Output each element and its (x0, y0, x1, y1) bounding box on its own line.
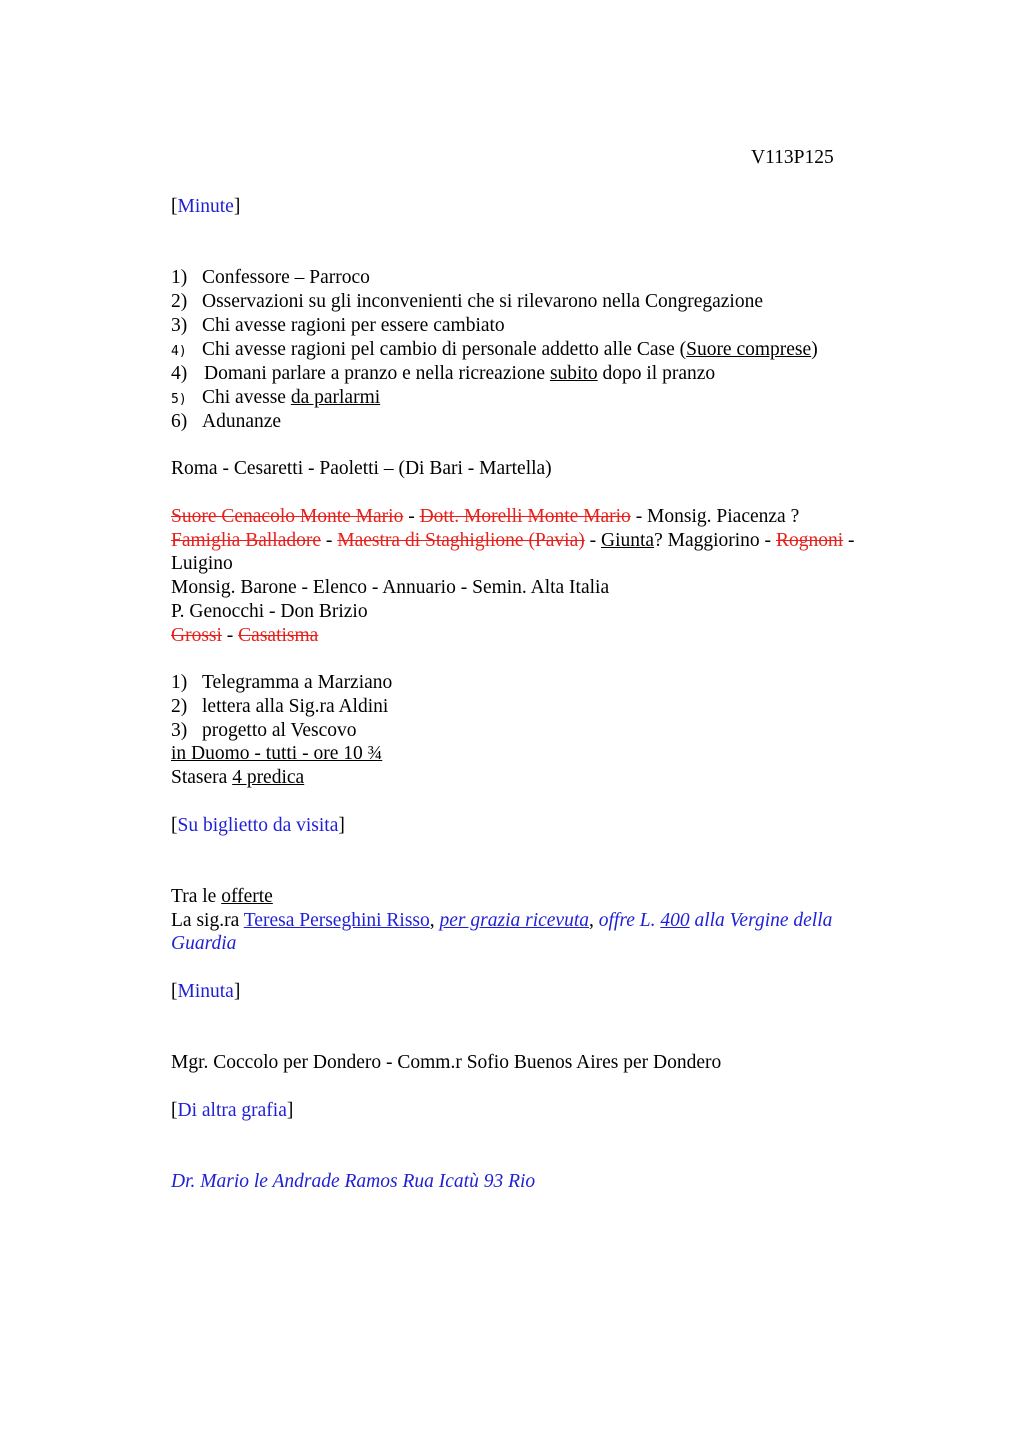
list-item: 4) Chi avesse ragioni pel cambio di personale addetto alle Case (Suore comprese) (171, 339, 818, 360)
names-line-3: Luigino (171, 553, 233, 574)
section-heading-minuta: [Minuta] (171, 981, 241, 1002)
offerte-line: La sig.ra Teresa Perseghini Risso, per grazia ricevuta, offre L. 400 alla Vergine della (171, 910, 833, 931)
roma-line: Roma - Cesaretti - Paoletti – (Di Bari - Martella) (171, 458, 552, 479)
offerte-heading: Tra le offerte (171, 886, 273, 907)
list-item: 3) Chi avesse ragioni per essere cambiato (171, 315, 505, 336)
list-item: 6) Adunanze (171, 411, 282, 432)
names-line-4: Monsig. Barone - Elenco - Annuario - Semin. Alta Italia (171, 577, 610, 598)
list-item: 2) lettera alla Sig.ra Aldini (171, 696, 389, 717)
names-line-6: Grossi - Casatisma (171, 625, 319, 646)
section-heading-grafia: [Di altra grafia] (171, 1100, 294, 1121)
address-line: Dr. Mario le Andrade Ramos Rua Icatù 93 Rio (171, 1171, 536, 1192)
names-line-2: Famiglia Balladore - Maestra di Staghiglione (Pavia) - Giunta? Maggiorino - Rognoni - (171, 530, 855, 551)
list-item: 2) Osservazioni su gli inconvenienti che si rilevarono nella Congregazione (171, 291, 763, 312)
names-line-1: Suore Cenacolo Monte Mario - Dott. Morelli Monte Mario - Monsig. Piacenza ? (171, 506, 800, 527)
reference-code: V113P125 (751, 147, 834, 168)
section-heading-biglietto: [Su biglietto da visita] (171, 815, 345, 836)
stasera-line: Stasera 4 predica (171, 767, 305, 788)
section-heading-minute: [Minute] (171, 196, 241, 217)
list-item: 5) Chi avesse da parlarmi (171, 387, 381, 408)
list-item: 1) Confessore – Parroco (171, 267, 370, 288)
mgr-line: Mgr. Coccolo per Dondero - Comm.r Sofio Buenos Aires per Dondero (171, 1052, 722, 1073)
names-line-5: P. Genocchi - Don Brizio (171, 601, 368, 622)
list-item: 4) Domani parlare a pranzo e nella ricreazione subito dopo il pranzo (171, 363, 716, 384)
offerte-line-cont: Guardia (171, 933, 237, 954)
duomo-line: in Duomo - tutti - ore 10 ¾ (171, 743, 383, 764)
list-item: 3) progetto al Vescovo (171, 720, 357, 741)
list-item: 1) Telegramma a Marziano (171, 672, 393, 693)
